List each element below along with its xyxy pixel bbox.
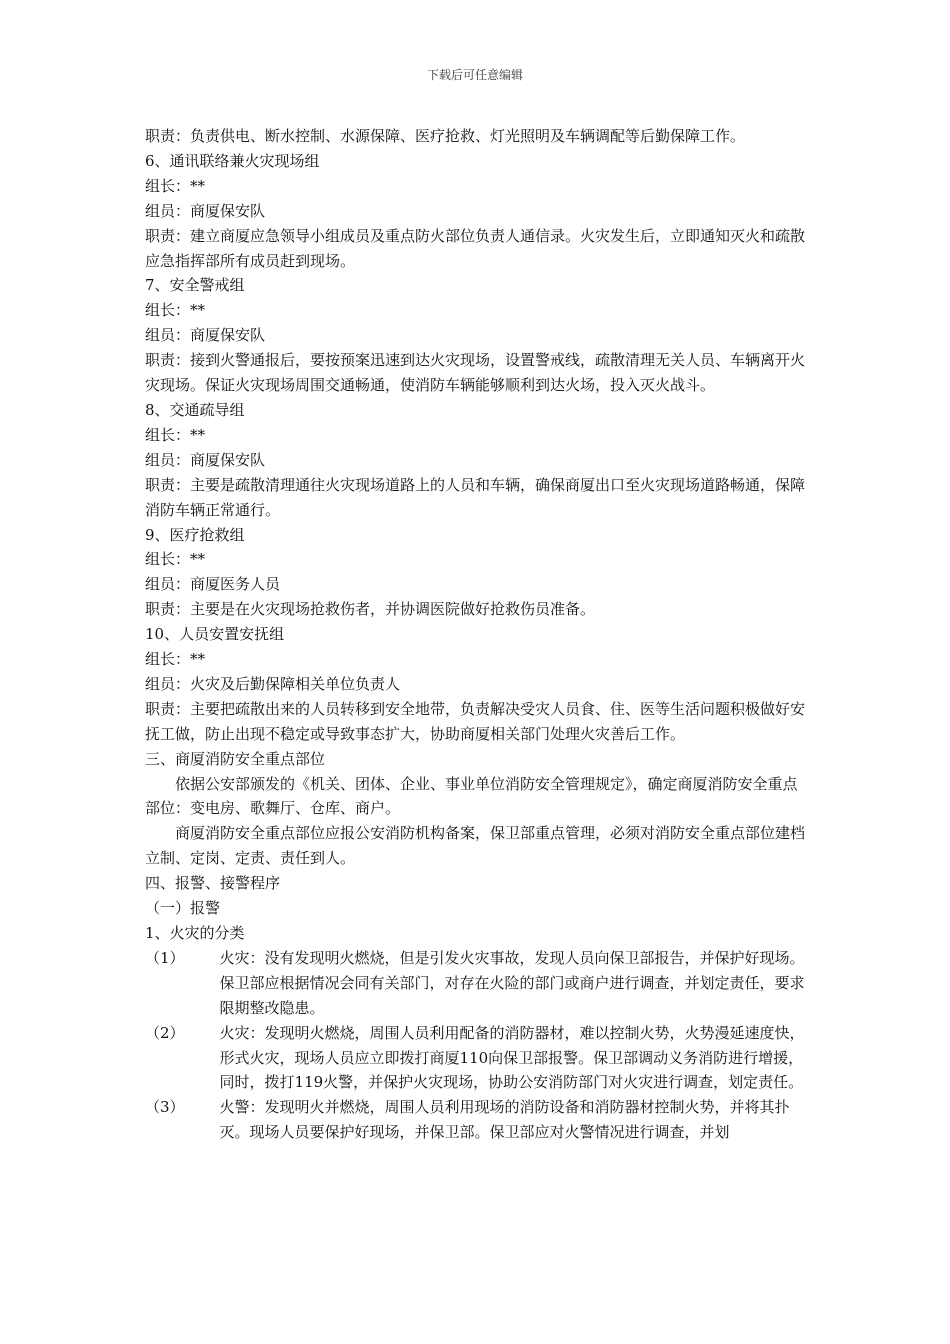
paragraph: 组员：商厦保安队 <box>145 450 266 469</box>
section-heading: 1、火灾的分类 <box>145 924 245 942</box>
list-marker: （2） <box>145 1023 185 1042</box>
section-heading: 6、通讯联络兼火灾现场组 <box>145 151 320 170</box>
paragraph: 依据公安部颁发的《机关、团体、企业、事业单位消防安全管理规定》，确定商厦消防安全重点部位：变电房、歌舞厅、仓库、商户。 <box>145 774 798 818</box>
paragraph: 组员：火灾及后勤保障相关单位负责人 <box>145 674 401 693</box>
list-marker: （1） <box>145 948 185 967</box>
section-heading: 8、交通疏导组 <box>145 400 245 419</box>
list-item <box>145 1095 810 1145</box>
chapter-heading: 四、报警、接警程序 <box>145 874 281 893</box>
document-body <box>145 124 810 1145</box>
list-item-text: 火警：发现明火并燃烧，周围人员利用现场的消防设备和消防器材控制火势，并将其扑灭。现场人员要保护好现场，并保卫部。保卫部应对火警情况进行调查，并划 <box>219 1098 790 1142</box>
paragraph: 组长：** <box>145 425 206 444</box>
paragraph: 商厦消防安全重点部位应报公安消防机构备案，保卫部重点管理，必须对消防安全重点部位建档立制、定岗、定责、责任到人。 <box>145 824 806 868</box>
section-heading: 10、人员安置安抚组 <box>145 625 285 644</box>
paragraph: 组长：** <box>145 650 206 669</box>
paragraph: 职责：建立商厦应急领导小组成员及重点防火部位负责人通信录。火灾发生后，立即通知灭火和疏散应急指挥部所有成员赶到现场。 <box>145 226 806 270</box>
paragraph: 职责：负责供电、断水控制、水源保障、医疗抢救、灯光照明及车辆调配等后勤保障工作。 <box>145 127 746 145</box>
section-heading: 9、医疗抢救组 <box>145 525 245 544</box>
subsection-heading: （一）报警 <box>145 899 221 918</box>
list-item <box>145 1021 810 1096</box>
paragraph: 职责：主要是疏散清理通往火灾现场道路上的人员和车辆，确保商厦出口至火灾现场道路畅通，保障消防车辆正常通行。 <box>145 475 806 519</box>
list-item <box>145 946 810 1021</box>
paragraph: 组员：商厦医务人员 <box>145 575 281 594</box>
list-item-text: 火灾：发现明火燃烧，周围人员利用配备的消防器材，难以控制火势，火势漫延速度快，形式火灾，现场人员应立即拨打商厦110向保卫部报警。保卫部调动义务消防进行增援，同时，拨打119火警，并保护火灾现场，协助公安消防部门对火灾进行调查，划定责任。 <box>219 1023 805 1092</box>
section-heading: 7、安全警戒组 <box>145 276 245 295</box>
paragraph: 组员：商厦保安队 <box>145 201 266 220</box>
paragraph: 组员：商厦保安队 <box>145 326 266 345</box>
paragraph: 组长：** <box>145 176 206 195</box>
list-marker: （3） <box>145 1098 185 1117</box>
paragraph: 组长：** <box>145 301 206 320</box>
paragraph: 职责：主要是在火灾现场抢救伤者，并协调医院做好抢救伤员准备。 <box>145 600 596 619</box>
chapter-heading: 三、商厦消防安全重点部位 <box>145 749 326 768</box>
paragraph: 组长：** <box>145 550 206 569</box>
list-item-text: 火灾：没有发现明火燃烧，但是引发火灾事故，发现人员向保卫部报告，并保护好现场。保卫部应根据情况会同有关部门，对存在火险的部门或商户进行调查，并划定责任，要求限期整改隐患。 <box>219 948 805 1017</box>
paragraph: 职责：主要把疏散出来的人员转移到安全地带，负责解决受灾人员食、住、医等生活问题积极做好安抚工做，防止出现不稳定或导致事态扩大，协助商厦相关部门处理火灾善后工作。 <box>145 699 806 743</box>
page-header: 下载后可任意编辑 <box>426 68 523 82</box>
paragraph: 职责：接到火警通报后，要按预案迅速到达火灾现场，设置警戒线，疏散清理无关人员、车辆离开火灾现场。保证火灾现场周围交通畅通，使消防车辆能够顺利到达火场，投入灭火战斗。 <box>145 351 806 395</box>
